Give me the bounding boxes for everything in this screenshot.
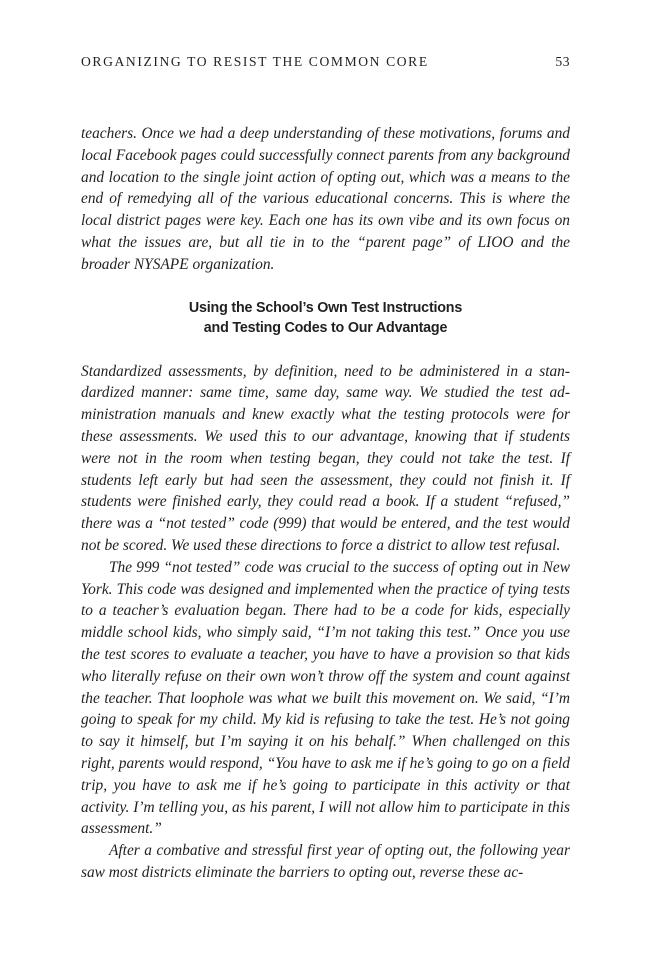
paragraph-continued: teachers. Once we had a deep understanding of these motivations, forums and local Facebook pages could successfully connect parents from any background and location to the single joint action of opting out, which was a means to the end of remedying all of the various educational concerns. This is where the local district pages were key. Each one has its own vibe and its own focus on what the issues are, but all tie in to the “parent page” of LIOO and the broader NYSAPE organization. <box>81 125 570 273</box>
paragraph: The 999 “not tested” code was crucial to the success of opting out in New York. This code was designed and implemented when the practice of tying tests to a teacher’s evaluation began. There had to be a code for kids, especially middle school kids, who simply said, “I’m not taking this test.” Once you use the test scores to evaluate a teacher, you have to have a provision so that kids who literally refuse on their own won’t throw off the system and count against the teacher. That loophole was what we built this movement on. We said, “I’m going to speak for my child. My kid is refusing to take the test. He’s not going to say it himself, but I’m saying it on his behalf.” When challenged on this right, parents would respond, “You have to ask me if he’s going to go on a field trip, you have to ask me if he’s going to participate in this activity or that activity. I’m telling you, as his parent, I will not allow him to participate in this assessment.” <box>81 558 570 838</box>
body-text <box>81 123 570 884</box>
section-heading-line-2: and Testing Codes to Our Advantage <box>203 319 448 336</box>
section-heading-line-1: Using the School’s Own Test Instructions <box>188 299 463 316</box>
running-head <box>81 54 570 72</box>
paragraph: Standardized assessments, by definition, need to be administered in a standardized manner: same time, same day, same way. We studied the test administration manuals and knew exactly what the testing protocols were for these assessments. We used this to our advantage, knowing that if students were not in the room when testing began, they could not take the test. If students left early but had seen the assessment, they could not finish it. If students were finished early, they could read a book. If a student “refused,” there was a “not tested” code (999) that would be entered, and the test would not be scored. We used these directions to force a district to allow test refusal. <box>81 362 570 554</box>
running-title: ORGANIZING TO RESIST THE COMMON CORE <box>81 54 429 69</box>
paragraph: After a combative and stressful first year of opting out, the following year saw most districts eliminate the barriers to opting out, reverse these ac- <box>81 842 570 881</box>
section-heading <box>81 298 570 338</box>
page-number: 53 <box>555 54 570 69</box>
